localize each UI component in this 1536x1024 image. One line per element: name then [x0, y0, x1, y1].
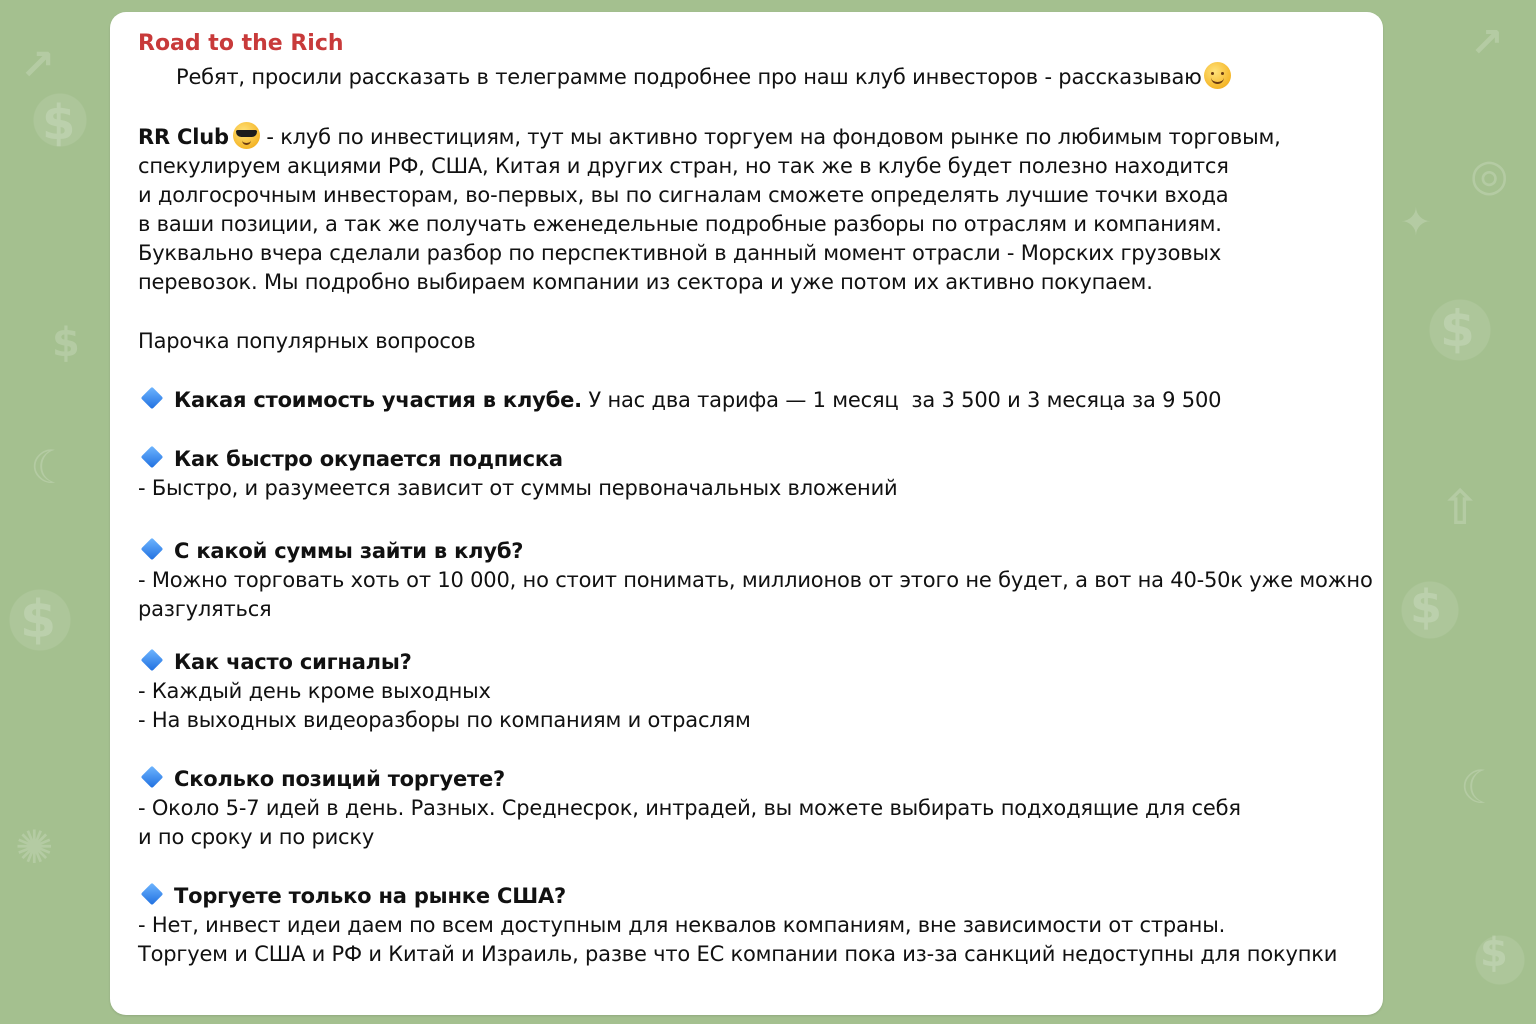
- body-text: - клуб по инвестициям, тут мы активно торгуем на фондовом рынке по любимым торговым,: [259, 125, 1281, 149]
- dollar-coin-icon: $: [52, 320, 80, 366]
- dollar-coin-icon: $: [1440, 300, 1475, 358]
- dollar-coin-icon: $: [42, 95, 76, 151]
- faq-answer-line: Торгуем и США и РФ и Китай и Израиль, разве что ЕС компании пока из-за санкций недоступны для покупки: [138, 942, 1338, 966]
- faq-question-5: [138, 765, 1355, 794]
- faq-question-text: Какая стоимость участия в клубе.: [174, 388, 582, 412]
- crescent-icon: ☾: [1460, 760, 1502, 814]
- smiling-face-emoji-icon: [1204, 62, 1231, 89]
- faq-question-text: Как быстро окупается подписка: [174, 447, 563, 471]
- dollar-coin-icon: $: [1410, 580, 1443, 634]
- faq-answer-line: - Каждый день кроме выходных: [138, 679, 491, 703]
- gear-icon: ✺: [15, 820, 54, 874]
- faq-question-text: С какой суммы зайти в клуб?: [174, 539, 524, 563]
- crescent-icon: ☾: [30, 440, 72, 494]
- star-icon: ✦: [1400, 200, 1432, 244]
- blue-diamond-icon: [141, 649, 164, 672]
- intro-line: [138, 62, 1355, 92]
- body-line-4: в ваши позиции, а так же получать еженедельные подробные разборы по отраслям и компаниям.: [138, 212, 1222, 236]
- faq-answer-line: - Быстро, и разумеется зависит от суммы первоначальных вложений: [138, 476, 898, 500]
- body-line-3: и долгосрочным инвесторам, во-первых, вы по сигналам сможете определять лучшие точки входа: [138, 183, 1229, 207]
- faq-question-2: [138, 445, 1355, 474]
- body-line-6: перевозок. Мы подробно выбираем компании из сектора и уже потом их активно покупаем.: [138, 270, 1153, 294]
- sunglasses-emoji-icon: [233, 122, 260, 149]
- blue-diamond-icon: [141, 766, 164, 789]
- sender-name[interactable]: Road to the Rich: [138, 31, 344, 56]
- blue-diamond-icon: [141, 883, 164, 906]
- blue-diamond-icon: [141, 538, 164, 561]
- faq-answer-line: - На выходных видеоразборы по компаниям и отраслям: [138, 708, 751, 732]
- faq-answer-line: и по сроку и по риску: [138, 825, 375, 849]
- faq-inline-answer: У нас два тарифа — 1 месяц за 3 500 и 3 месяца за 9 500: [581, 388, 1222, 412]
- faq-question-4: [138, 648, 1355, 677]
- chart-icon: ↗: [1470, 20, 1504, 66]
- chart-icon: ↗: [20, 40, 56, 89]
- faq-question-text: Сколько позиций торгуете?: [174, 767, 506, 791]
- faq-question-3: [138, 537, 1355, 566]
- arrow-up-icon: ⇧: [1440, 480, 1481, 536]
- blue-diamond-icon: [141, 387, 164, 410]
- club-name: RR Club: [138, 125, 229, 149]
- message-bubble[interactable]: [110, 12, 1383, 1015]
- globe-icon: ◎: [1470, 150, 1509, 201]
- body-line-2: спекулируем акциями РФ, США, Китая и других стран, но так же в клубе будет полезно находится: [138, 154, 1229, 178]
- faq-question-text: Торгуете только на рынке США?: [174, 884, 566, 908]
- faq-answer-line: - Около 5-7 идей в день. Разных. Среднесрок, интрадей, вы можете выбирать подходящие для себя: [138, 796, 1241, 820]
- dollar-coin-icon: $: [20, 590, 57, 650]
- faq-answer-line: - Нет, инвест идеи даем по всем доступным для неквалов компаниям, вне зависимости от страны.: [138, 913, 1226, 937]
- faq-question-1: [138, 386, 1355, 415]
- faq-question-text: Как часто сигналы?: [174, 650, 412, 674]
- faq-heading: Парочка популярных вопросов: [138, 329, 476, 353]
- intro-text: Ребят, просили рассказать в телеграмме подробнее про наш клуб инвесторов - рассказываю: [176, 65, 1202, 89]
- body-line-1: [138, 122, 1355, 152]
- blue-diamond-icon: [141, 446, 164, 469]
- body-line-5: Буквально вчера сделали разбор по перспективной в данный момент отрасли - Морских грузовых: [138, 241, 1222, 265]
- faq-question-6: [138, 882, 1355, 911]
- faq-answer-line: разгуляться: [138, 597, 272, 621]
- faq-answer-line: - Можно торговать хоть от 10 000, но стоит понимать, миллионов от этого не будет, а вот на 40-50к уже можно: [138, 568, 1373, 592]
- dollar-coin-icon: $: [1480, 930, 1508, 976]
